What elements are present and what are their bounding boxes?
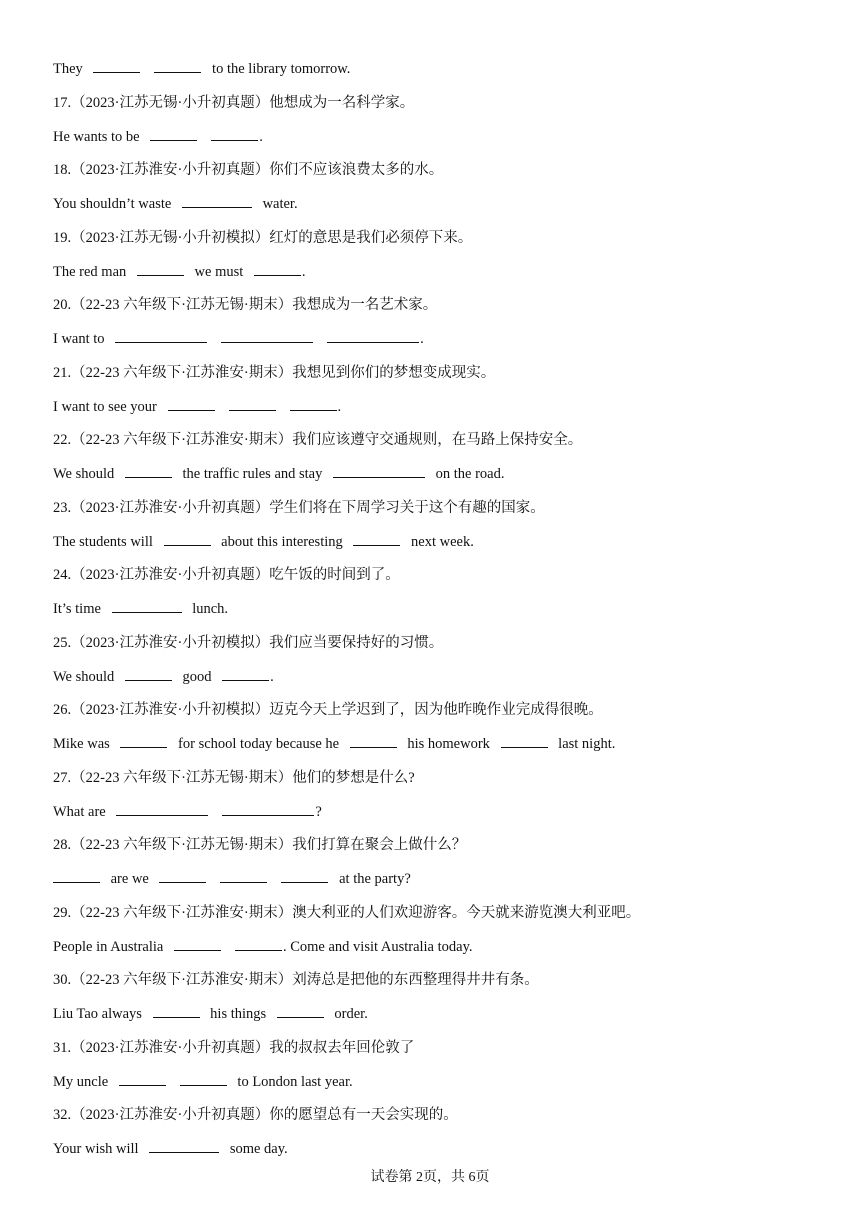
answer-blank[interactable] bbox=[229, 398, 276, 411]
answer-blank[interactable] bbox=[119, 1073, 166, 1086]
sentence-text: He wants to be bbox=[53, 128, 144, 145]
question-prompt bbox=[53, 969, 833, 1003]
sentence-text: water. bbox=[258, 196, 298, 212]
sentence-text: Your wish will bbox=[53, 1141, 143, 1157]
answer-line bbox=[53, 936, 833, 970]
answer-blank[interactable] bbox=[281, 870, 328, 883]
question-text: 28.（22-23 六年级下·江苏无锡·期末）我们打算在聚会上做什么？ bbox=[53, 837, 467, 854]
answer-line bbox=[53, 801, 833, 835]
answer-blank[interactable] bbox=[350, 735, 397, 748]
answer-blank[interactable] bbox=[254, 263, 301, 276]
answer-line bbox=[53, 531, 833, 565]
sentence-text: . bbox=[337, 398, 342, 415]
sentence-text: The students will bbox=[53, 533, 157, 550]
question-text: 29.（22-23 六年级下·江苏淮安·期末）澳大利亚的人们欢迎游客。今天就来游览澳大利亚吧。 bbox=[53, 904, 641, 921]
answer-line bbox=[53, 328, 833, 362]
answer-blank[interactable] bbox=[235, 938, 282, 951]
answer-blank[interactable] bbox=[222, 803, 314, 816]
answer-blank[interactable] bbox=[290, 398, 337, 411]
answer-blank[interactable] bbox=[180, 1073, 227, 1086]
question-prompt bbox=[53, 294, 833, 328]
answer-blank[interactable] bbox=[501, 735, 548, 748]
sentence-text: . bbox=[301, 263, 306, 280]
question-text: 27.（22-23 六年级下·江苏无锡·期末）他们的梦想是什么? bbox=[53, 769, 415, 786]
sentence-text: . bbox=[420, 331, 424, 347]
sentence-text: his homework bbox=[403, 736, 494, 752]
answer-blank[interactable] bbox=[182, 195, 252, 208]
sentence-text: ? bbox=[315, 803, 322, 820]
answer-blank[interactable] bbox=[112, 600, 182, 613]
sentence-text: good bbox=[178, 668, 216, 685]
sentence-text: next week. bbox=[407, 533, 474, 550]
answer-blank[interactable] bbox=[277, 1005, 324, 1018]
question-text: 20.（22-23 六年级下·江苏无锡·期末）我想成为一名艺术家。 bbox=[53, 297, 438, 314]
answer-blank[interactable] bbox=[120, 735, 167, 748]
question-prompt bbox=[53, 1104, 833, 1138]
sentence-text: . bbox=[259, 128, 263, 145]
sentence-text: I want to bbox=[53, 331, 109, 347]
answer-blank[interactable] bbox=[149, 1140, 219, 1153]
sentence-text: Liu Tao always bbox=[53, 1006, 146, 1022]
sentence-text: for school today because he bbox=[174, 736, 343, 752]
answer-blank[interactable] bbox=[174, 938, 221, 951]
question-prompt bbox=[53, 159, 833, 193]
sentence-text: about this interesting bbox=[217, 533, 347, 550]
answer-line bbox=[53, 868, 833, 902]
question-text: 30.（22-23 六年级下·江苏淮安·期末）刘涛总是把他的东西整理得井井有条。 bbox=[53, 972, 539, 989]
question-prompt bbox=[53, 699, 833, 733]
answer-blank[interactable] bbox=[168, 398, 215, 411]
sentence-text: My uncle bbox=[53, 1073, 112, 1090]
answer-blank[interactable] bbox=[221, 330, 313, 343]
sentence-text: We should bbox=[53, 668, 118, 685]
sentence-text: the traffic rules and stay bbox=[178, 466, 326, 482]
question-text: 19.（2023·江苏无锡·小升初模拟）红灯的意思是我们必须停下来。 bbox=[53, 229, 473, 246]
answer-blank[interactable] bbox=[333, 465, 425, 478]
answer-blank[interactable] bbox=[150, 128, 197, 141]
sentence-text: last night. bbox=[554, 736, 616, 752]
sentence-text: We should bbox=[53, 466, 118, 482]
answer-blank[interactable] bbox=[353, 533, 400, 546]
answer-line bbox=[53, 733, 833, 767]
sentence-text: we must bbox=[190, 263, 247, 280]
sentence-text: They bbox=[53, 61, 87, 77]
answer-blank[interactable] bbox=[116, 803, 208, 816]
page-footer: 试卷第 2页，共 6页 bbox=[370, 1170, 490, 1185]
question-prompt bbox=[53, 1037, 833, 1071]
question-text: 22.（22-23 六年级下·江苏淮安·期末）我们应该遵守交通规则，在马路上保持安全。 bbox=[53, 432, 583, 449]
question-text: 18.（2023·江苏淮安·小升初真题）你们不应该浪费太多的水。 bbox=[53, 162, 444, 179]
question-prompt bbox=[53, 227, 833, 261]
sentence-text: are we bbox=[107, 871, 153, 887]
answer-blank[interactable] bbox=[222, 668, 269, 681]
sentence-text: his things bbox=[206, 1006, 270, 1022]
sentence-text: Mike was bbox=[53, 736, 114, 752]
question-prompt bbox=[53, 362, 833, 396]
answer-blank[interactable] bbox=[93, 60, 140, 73]
question-text: 17.（2023·江苏无锡·小升初真题）他想成为一名科学家。 bbox=[53, 94, 415, 111]
answer-blank[interactable] bbox=[220, 870, 267, 883]
question-prompt bbox=[53, 767, 833, 801]
question-text: 26.（2023·江苏淮安·小升初模拟）迈克今天上学迟到了，因为他昨晚作业完成得很晚。 bbox=[53, 702, 603, 719]
answer-blank[interactable] bbox=[125, 668, 172, 681]
answer-blank[interactable] bbox=[154, 60, 201, 73]
sentence-text: . bbox=[270, 668, 274, 685]
answer-blank[interactable] bbox=[53, 870, 100, 883]
sentence-text: to London last year. bbox=[233, 1073, 353, 1090]
answer-blank[interactable] bbox=[211, 128, 258, 141]
sentence-text: People in Australia bbox=[53, 938, 167, 955]
answer-line bbox=[53, 58, 833, 92]
question-prompt bbox=[53, 497, 833, 531]
answer-blank[interactable] bbox=[164, 533, 211, 546]
question-text: 24.（2023·江苏淮安·小升初真题）吃午饭的时间到了。 bbox=[53, 567, 400, 584]
sentence-text: on the road. bbox=[432, 466, 505, 482]
answer-line bbox=[53, 463, 833, 497]
question-prompt bbox=[53, 564, 833, 598]
sentence-text: lunch. bbox=[188, 601, 229, 617]
answer-line bbox=[53, 598, 833, 632]
sentence-text: You shouldn’t waste bbox=[53, 196, 175, 212]
question-prompt bbox=[53, 902, 833, 936]
sentence-text: It’s time bbox=[53, 601, 105, 617]
sentence-text: order. bbox=[330, 1006, 368, 1022]
question-text: 31.（2023·江苏淮安·小升初真题）我的叔叔去年回伦敦了 bbox=[53, 1039, 415, 1056]
answer-blank[interactable] bbox=[137, 263, 184, 276]
sentence-text: The red man bbox=[53, 263, 130, 280]
answer-blank[interactable] bbox=[115, 330, 207, 343]
answer-line bbox=[53, 261, 833, 295]
sentence-text: What are bbox=[53, 803, 110, 820]
sentence-text: some day. bbox=[226, 1141, 288, 1157]
question-prompt bbox=[53, 429, 833, 463]
sentence-text: I want to see your bbox=[53, 398, 161, 415]
sentence-text: . Come and visit Australia today. bbox=[282, 938, 473, 955]
question-text: 21.（22-23 六年级下·江苏淮安·期末）我想见到你们的梦想变成现实。 bbox=[53, 364, 496, 381]
sentence-text: at the party? bbox=[335, 871, 411, 887]
answer-line bbox=[53, 666, 833, 700]
question-text: 25.（2023·江苏淮安·小升初模拟）我们应当要保持好的习惯。 bbox=[53, 634, 444, 651]
answer-line bbox=[53, 1071, 833, 1105]
answer-blank[interactable] bbox=[125, 465, 172, 478]
answer-line bbox=[53, 126, 833, 160]
answer-line bbox=[53, 1003, 833, 1037]
question-prompt bbox=[53, 834, 833, 868]
question-prompt bbox=[53, 632, 833, 666]
question-text: 32.（2023·江苏淮安·小升初真题）你的愿望总有一天会实现的。 bbox=[53, 1107, 458, 1124]
answer-line bbox=[53, 193, 833, 227]
worksheet-content bbox=[53, 58, 833, 1172]
question-text: 23.（2023·江苏淮安·小升初真题）学生们将在下周学习关于这个有趣的国家。 bbox=[53, 499, 545, 516]
answer-blank[interactable] bbox=[327, 330, 419, 343]
answer-blank[interactable] bbox=[159, 870, 206, 883]
answer-blank[interactable] bbox=[153, 1005, 200, 1018]
answer-line bbox=[53, 396, 833, 430]
sentence-text: to the library tomorrow. bbox=[208, 61, 351, 77]
question-prompt bbox=[53, 92, 833, 126]
